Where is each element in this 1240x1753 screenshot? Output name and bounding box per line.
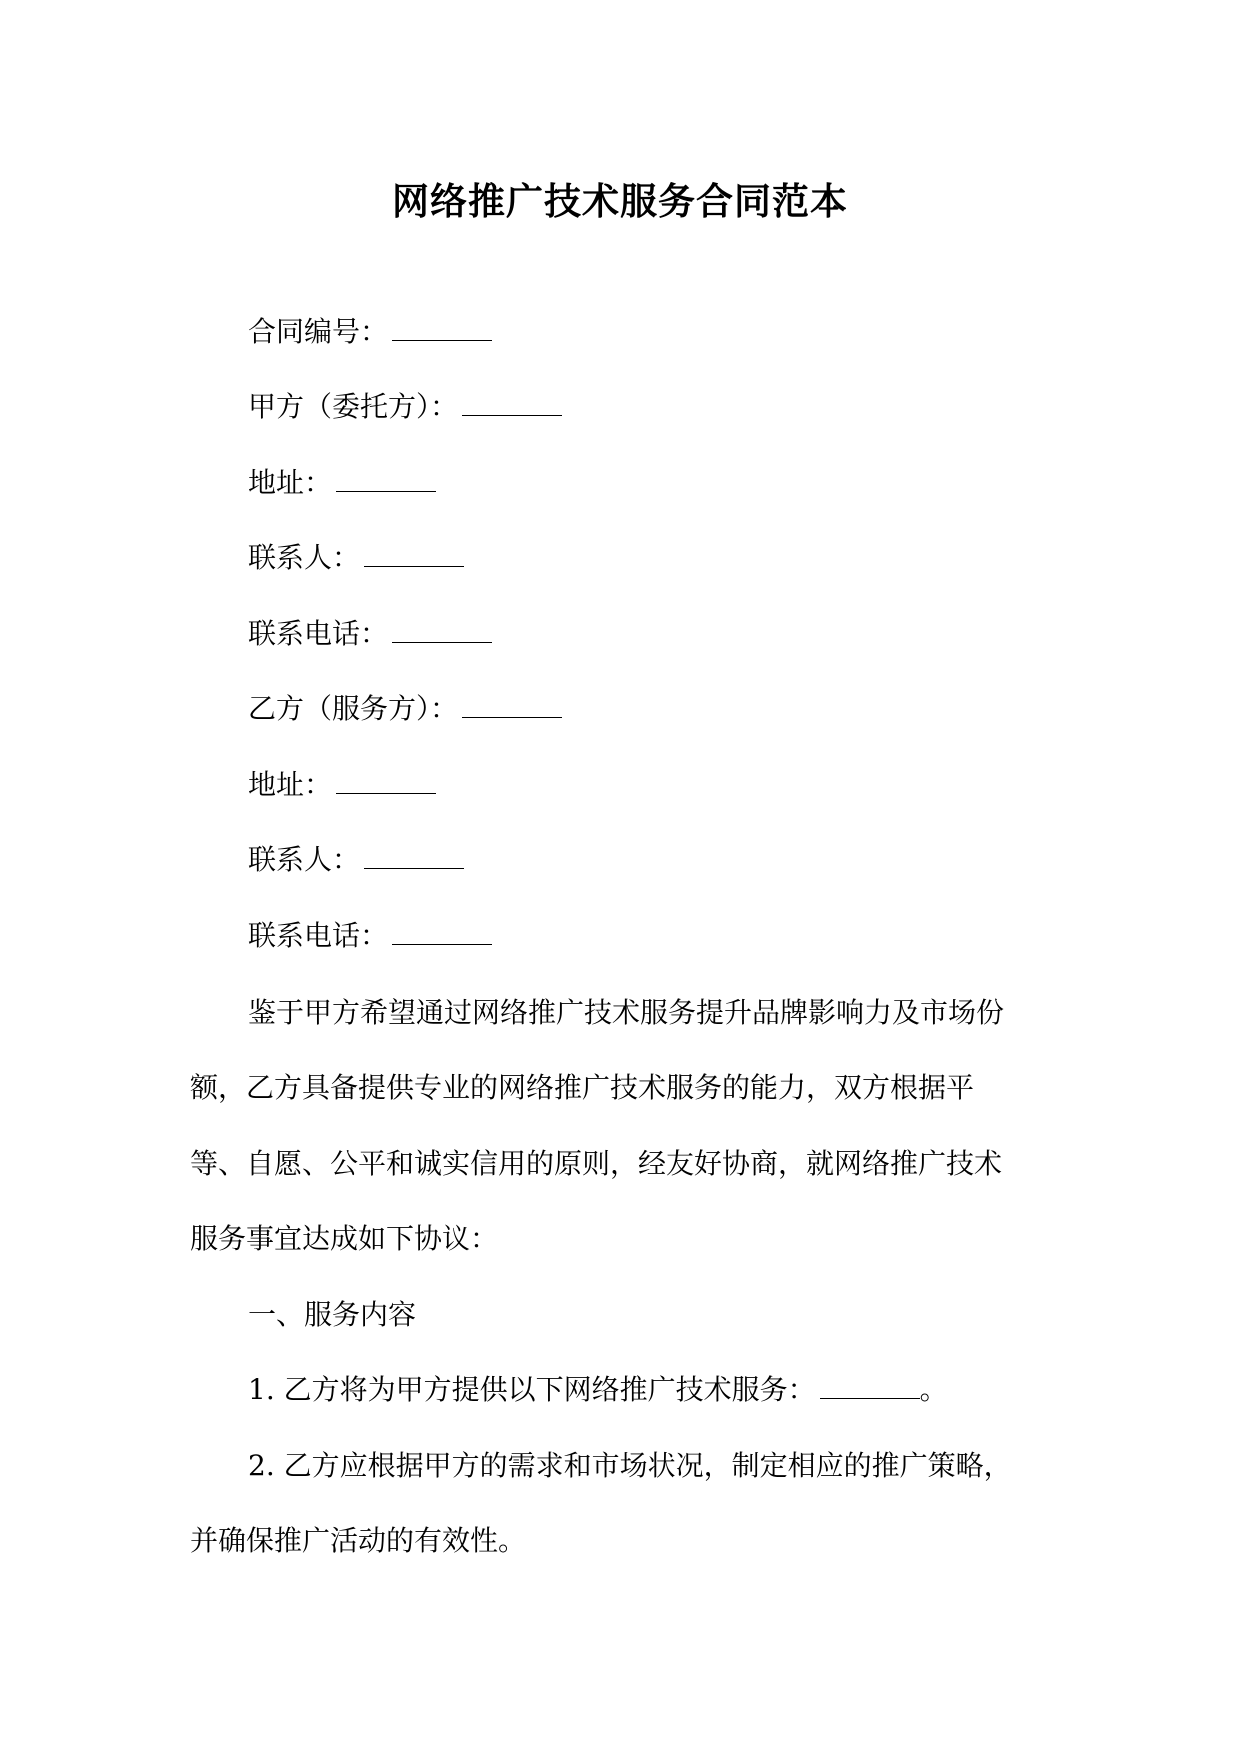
preamble-line-1: 鉴于甲方希望通过网络推广技术服务提升品牌影响力及市场份: [248, 996, 1005, 1029]
blank-line: [392, 316, 492, 341]
field-label: 联系电话：: [248, 919, 389, 952]
preamble-line-4: 服务事宜达成如下协议：: [190, 1222, 499, 1255]
blank-line: [336, 467, 436, 492]
preamble-line-3: 等、自愿、公平和诚实信用的原则，经友好协商，就网络推广技术: [190, 1147, 1003, 1180]
field-label: 联系人：: [248, 541, 361, 574]
field-label: 联系人：: [248, 843, 361, 876]
field-party-b: [248, 689, 562, 729]
field-label: 甲方（委托方）：: [248, 390, 459, 423]
field-label: 乙方（服务方）：: [248, 692, 459, 725]
service-item-2-line-1: 2. 乙方应根据甲方的需求和市场状况，制定相应的推广策略，: [248, 1449, 1012, 1482]
service-item-1: [248, 1370, 948, 1410]
document-title: 网络推广技术服务合同范本: [392, 180, 848, 223]
blank-line: [462, 391, 562, 416]
blank-line: [364, 844, 464, 869]
field-label: 地址：: [248, 466, 333, 499]
field-label: 联系电话：: [248, 617, 389, 650]
blank-line: [336, 769, 436, 794]
field-label: 合同编号：: [248, 315, 389, 348]
item-text: 1. 乙方将为甲方提供以下网络推广技术服务：: [248, 1373, 816, 1406]
blank-line: [392, 920, 492, 945]
field-party-b-address: [248, 765, 436, 805]
service-item-2-line-2: 并确保推广活动的有效性。: [190, 1524, 527, 1557]
item-end-punct: 。: [919, 1373, 948, 1406]
field-party-a-address: [248, 463, 436, 503]
field-label: 地址：: [248, 768, 333, 801]
field-party-a-phone: [248, 614, 492, 654]
blank-line: [392, 618, 492, 643]
section-heading: 一、服务内容: [248, 1298, 417, 1331]
field-party-b-phone: [248, 916, 492, 956]
field-party-a-contact: [248, 538, 464, 578]
blank-line: [364, 542, 464, 567]
blank-line: [820, 1374, 920, 1399]
field-party-a: [248, 387, 562, 427]
field-contract-number: [248, 312, 492, 352]
field-party-b-contact: [248, 840, 464, 880]
preamble-line-2: 额，乙方具备提供专业的网络推广技术服务的能力，双方根据平: [190, 1071, 975, 1104]
blank-line: [462, 693, 562, 718]
